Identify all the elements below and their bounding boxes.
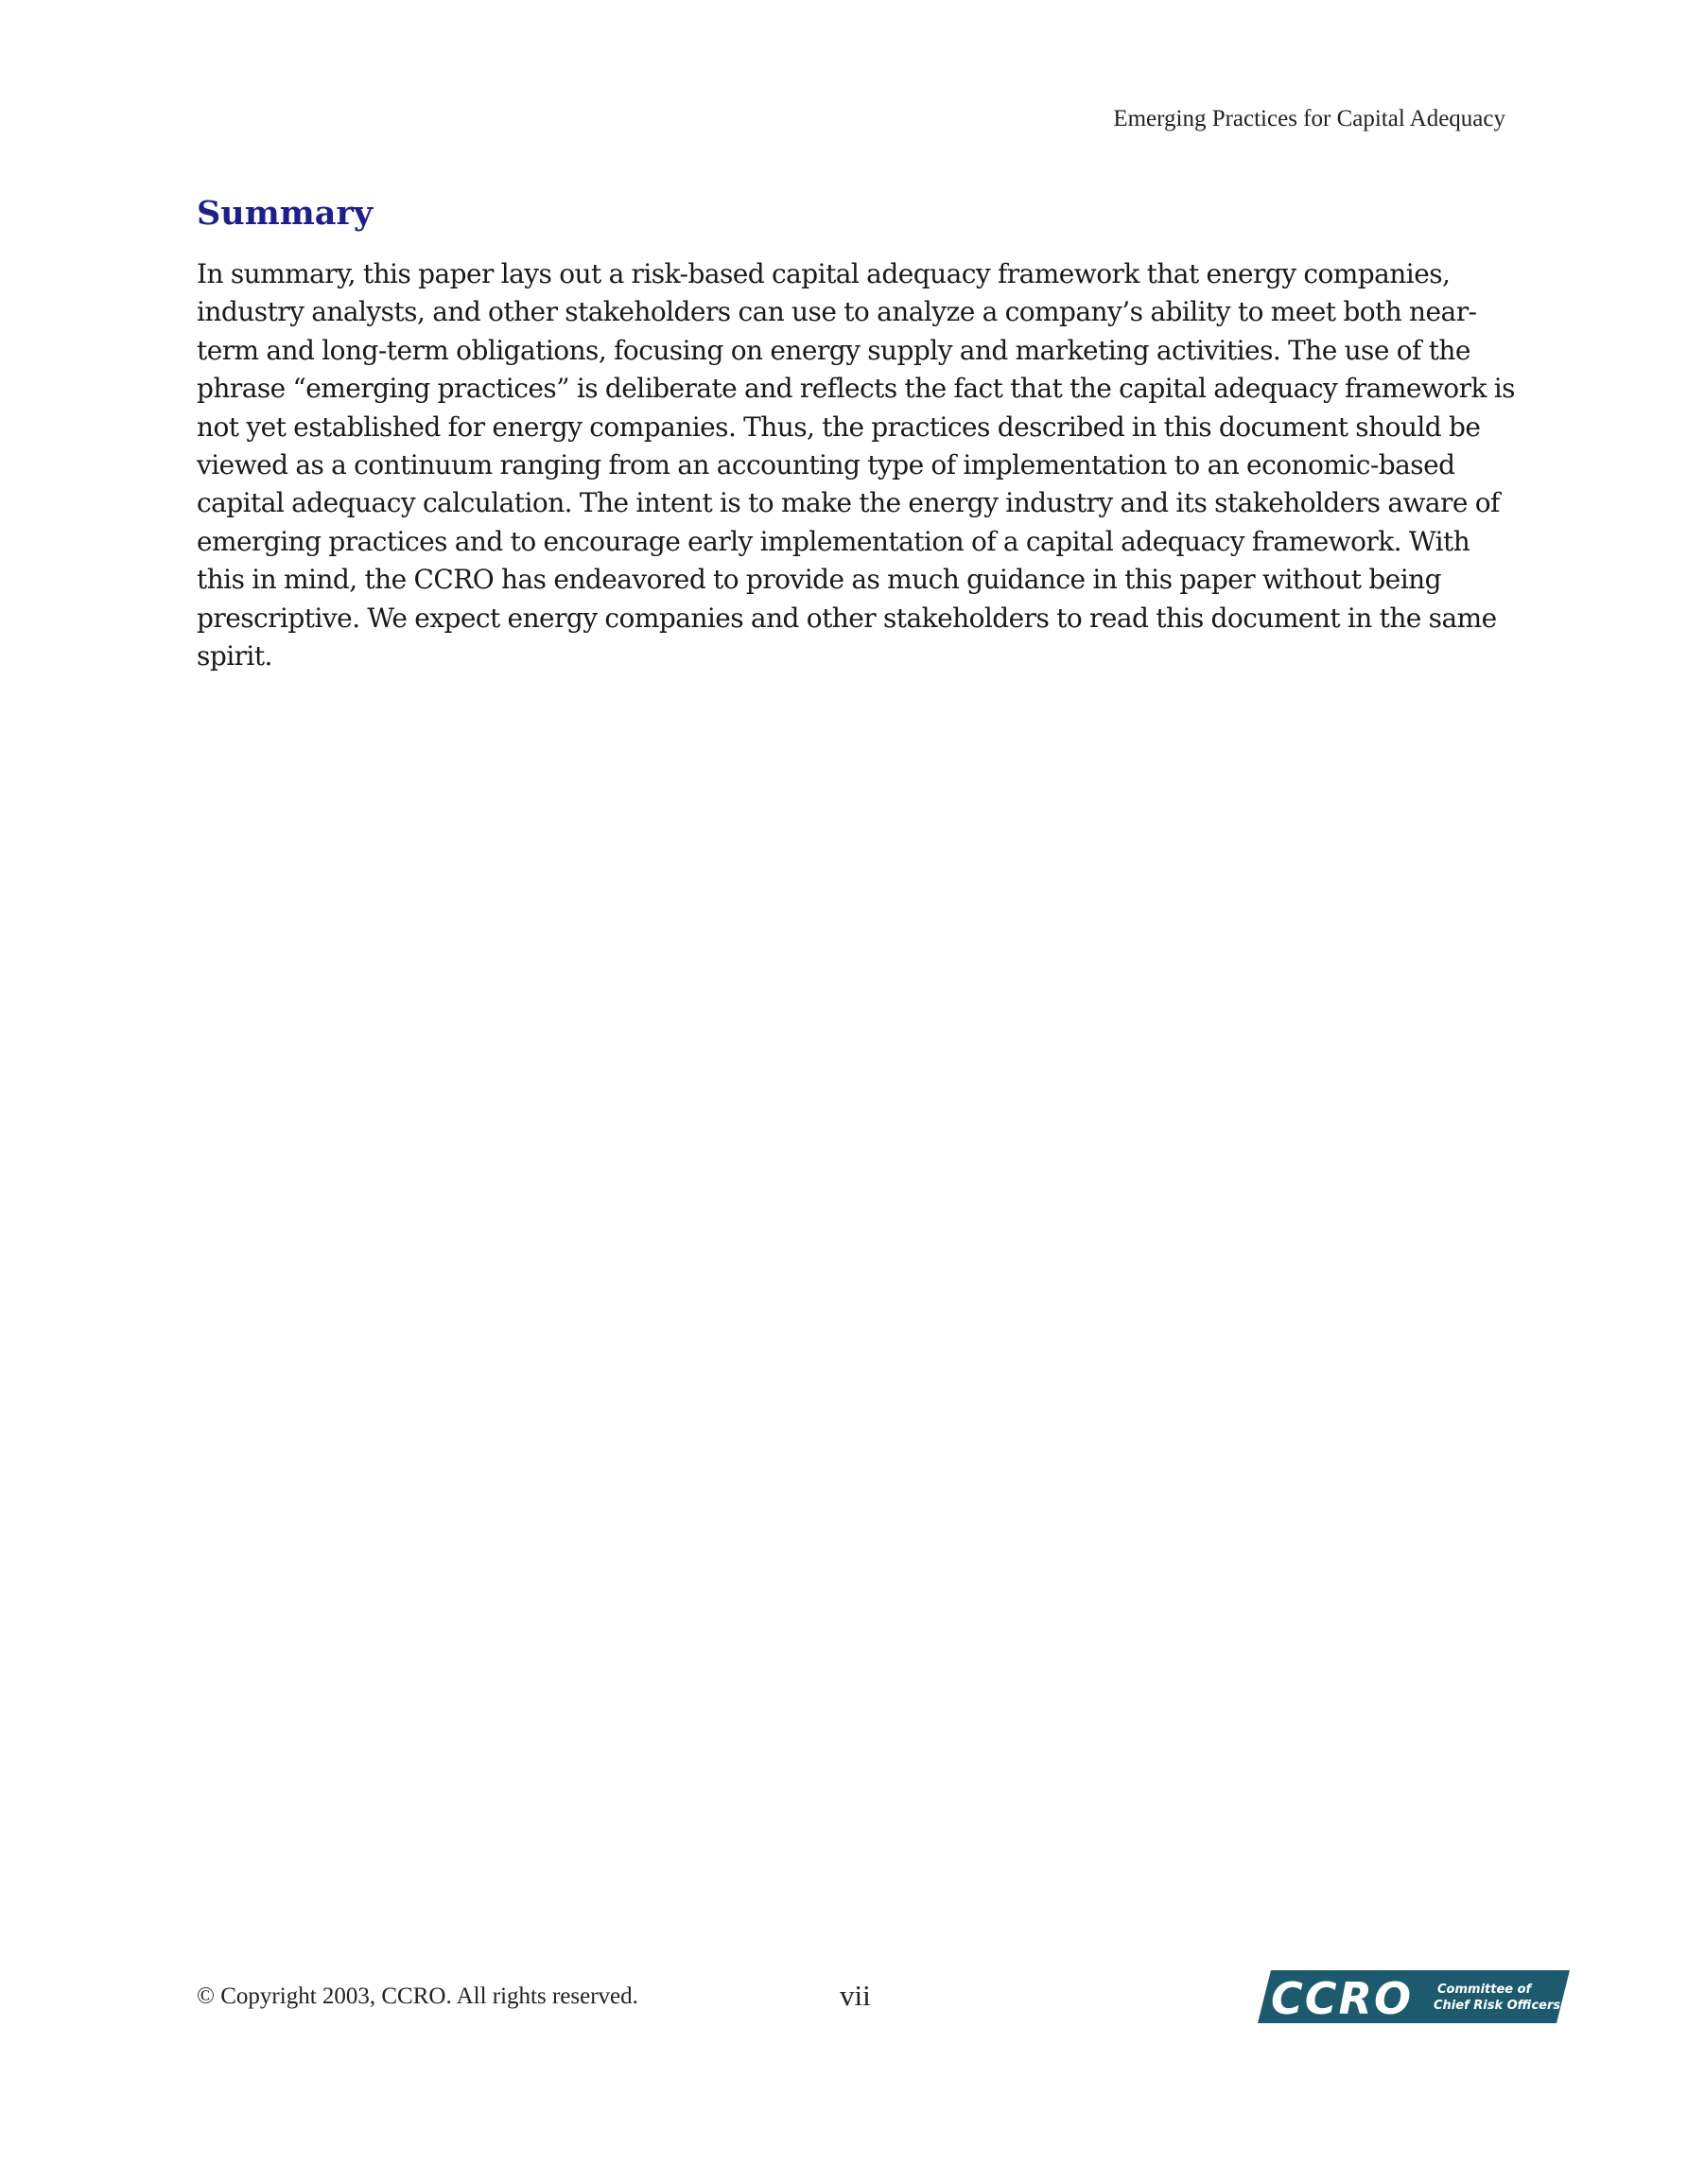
- ccro-logo: [1258, 1970, 1570, 2023]
- footer-copyright: © Copyright 2003, CCRO. All rights reserved.: [197, 1983, 638, 2009]
- logo-tagline-line1: Committee of: [1437, 1983, 1532, 1997]
- summary-paragraph: In summary, this paper lays out a risk-based capital adequacy framework that energy companies, industry analysts, and other stakeholders can use to analyze a company’s ability to meet both near-term and long-term obligations, focusing on energy supply and marketing activities. The use of the phrase “emerging practices” is deliberate and reflects the fact that the capital adequacy framework is not yet established for energy companies. Thus, the practices described in this document should be viewed as a continuum ranging from an accounting type of implementation to an economic-based capital adequacy calculation. The intent is to make the energy industry and its stakeholders aware of emerging practices and to encourage early implementation of a capital adequacy framework. With this in mind, the CCRO has endeavored to provide as much guidance in this paper without being prescriptive. We expect energy companies and other stakeholders to read this document in the same spirit.: [197, 258, 1515, 673]
- logo-acronym: CCRO: [1271, 1973, 1414, 2023]
- section-title: Summary: [197, 194, 374, 233]
- logo-tagline-line2: Chief Risk Officers: [1434, 1999, 1561, 2013]
- ccro-logo-graphic: [1258, 1970, 1570, 2023]
- running-header: Emerging Practices for Capital Adequacy: [1113, 106, 1505, 131]
- page-number: vii: [840, 1979, 871, 2012]
